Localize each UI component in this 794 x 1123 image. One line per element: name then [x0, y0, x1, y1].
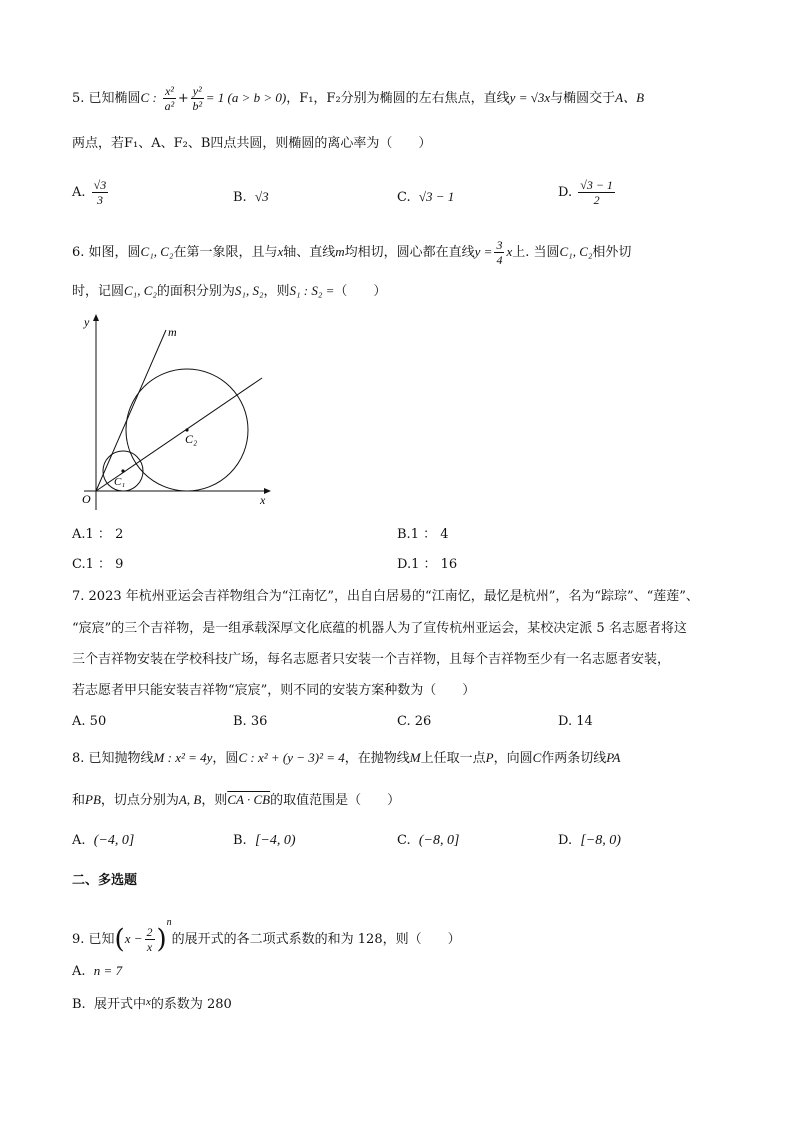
q5-plus: +: [177, 91, 189, 106]
q8-option-d-text: [−8, 0): [580, 833, 621, 848]
q8-option-a[interactable]: [72, 832, 134, 850]
q5-option-a-label: A.: [72, 185, 86, 200]
q6-l1cc: C₁, C₂: [559, 244, 593, 259]
q9-option-a-text: n = 7: [93, 963, 123, 978]
q6-option-d-label: D.: [397, 557, 412, 572]
q8-l1c: C : x² + (y − 3)² = 4: [238, 750, 345, 765]
q5-option-d-label: D.: [558, 185, 573, 200]
q9-expr-x: x −: [124, 931, 143, 946]
q8-option-a-text: (−4, 0]: [93, 833, 135, 848]
q7-option-b-text: 36: [250, 714, 268, 729]
q6-l2s: S₁, S₂: [234, 283, 264, 298]
q6-frac: [494, 238, 504, 267]
q6-frac-den: 4: [496, 253, 503, 267]
q7-option-d-text: 14: [576, 714, 593, 729]
q6-l1x: x: [277, 244, 284, 259]
q5-option-d[interactable]: [558, 178, 617, 207]
q8-l1d: ，在抛物线: [344, 751, 410, 766]
q7-option-b[interactable]: [233, 713, 267, 731]
q7-option-c-label: C.: [397, 714, 411, 729]
q9-option-b-label: B.: [72, 997, 86, 1012]
q8-l1b: ，圆: [212, 751, 239, 766]
q6-option-c-text: 1 ： 9: [85, 557, 124, 572]
q5-option-c[interactable]: [397, 188, 454, 207]
q6-l2b: 的面积分别为: [156, 284, 235, 299]
q9-option-b-x: x: [145, 996, 151, 1008]
q6-l1c2: 轴、直线: [283, 245, 336, 260]
q5-option-d-den: 2: [593, 193, 600, 207]
q6-l1c: C₁, C₂: [140, 244, 174, 259]
q5-line1: [72, 84, 644, 113]
q8-option-b-label: B.: [233, 833, 247, 848]
q5-frac1-den: a²: [164, 99, 175, 113]
q6-option-d-text: 1 ： 16: [411, 557, 458, 572]
q7-line4: 若志愿者甲只能安装吉祥物“宸宸”，则不同的安装方案种数为（ ）: [72, 683, 476, 698]
q8-l1a: 8. 已知抛物线: [72, 751, 154, 766]
q6-figure: [72, 310, 282, 520]
y-axis-arrow: [93, 314, 99, 321]
q8-l2d: 的取值范围是（ ）: [270, 793, 401, 808]
q7-line3: 三个吉祥物安装在学校科技广场，每名志愿者只安装一个吉祥物，且每个吉祥物至少有一名志愿者安装，: [72, 652, 671, 667]
q8-line2: [72, 791, 400, 810]
q8-l1mm: M: [409, 750, 421, 765]
q7-option-a-label: A.: [72, 714, 86, 729]
q5-option-a-den: 3: [96, 193, 103, 207]
q9-option-a-label: A.: [72, 964, 86, 979]
q8-line1: [72, 749, 621, 768]
q8-l1f: ，向圆: [493, 751, 533, 766]
q6-option-d[interactable]: [397, 556, 457, 574]
q6-option-b-text: 1 ： 4: [410, 527, 449, 542]
q7-option-a[interactable]: [72, 713, 106, 731]
q9-tail: 的展开式的各二项式系数的和为 128，则（ ）: [171, 932, 461, 947]
center-c1: [121, 469, 124, 472]
q5-option-a-frac: [92, 178, 109, 207]
q6-l2c2: ，则: [263, 284, 290, 299]
q5-tail-pts: A、B: [615, 90, 645, 105]
q5-frac1: [163, 84, 176, 113]
q5-option-b[interactable]: [233, 188, 269, 207]
q7-option-d[interactable]: [558, 713, 593, 731]
q5-frac1-num: x²: [164, 84, 174, 98]
q8-l2ab: A, B: [178, 792, 202, 807]
q6-option-a-label: A.: [72, 527, 86, 542]
q8-l2vec: CA · CB: [227, 792, 271, 807]
q8-option-c[interactable]: [397, 832, 459, 850]
q5-eq-tail: = 1 (a > b > 0): [205, 90, 287, 105]
label-o: O: [82, 492, 91, 506]
q8-option-d-label: D.: [558, 833, 573, 848]
q6-l1b: 在第一象限，且与: [173, 245, 278, 260]
q9-frac: [145, 925, 155, 954]
q9-option-b-a: 展开式中: [93, 997, 146, 1012]
q6-l1xx: x: [506, 244, 513, 259]
q8-l1cc: C: [532, 750, 542, 765]
q8-l2b: ，切点分别为: [100, 793, 179, 808]
q5-option-a[interactable]: [72, 178, 110, 207]
label-y: y: [84, 315, 90, 329]
q6-l2a: 时，记圆: [72, 284, 125, 299]
q6-line1: [72, 238, 631, 267]
q7-option-c-text: 26: [414, 714, 432, 729]
q6-l1y: y =: [474, 244, 493, 259]
q6-option-a[interactable]: [72, 526, 123, 544]
label-c2: C₂: [185, 432, 198, 446]
q8-option-d[interactable]: [558, 832, 621, 850]
q6-l1d: 均相切，圆心都在直线: [344, 245, 475, 260]
q8-l1m: M : x² = 4y: [153, 750, 213, 765]
q6-option-c[interactable]: [72, 556, 123, 574]
q6-l2d: （ ）: [334, 284, 387, 299]
q5-option-c-text: √3 − 1: [418, 189, 455, 204]
q9-rparen: ): [156, 924, 167, 955]
q9-line1: [72, 908, 461, 955]
q8-l1e: 上任取一点: [420, 751, 486, 766]
q6-option-a-text: 1 ： 2: [85, 527, 124, 542]
q6-l1f: 相外切: [592, 245, 632, 260]
q7-option-c[interactable]: [397, 713, 431, 731]
q5-option-b-label: B.: [233, 190, 247, 205]
q8-l2a: 和: [72, 793, 86, 808]
q9-option-b-b: 的系数为 280: [150, 997, 232, 1012]
q9-exp: n: [166, 917, 172, 928]
q6-l1a: 6. 如图，圆: [72, 245, 141, 260]
q9-option-a[interactable]: [72, 962, 122, 981]
q5-line-expr: y = √3x: [509, 90, 551, 105]
q9-frac-den: x: [146, 940, 153, 954]
label-c1: C₁: [114, 476, 126, 488]
q6-option-b-label: B.: [397, 527, 411, 542]
q8-l1g: 作两条切线: [541, 751, 607, 766]
q9-option-b[interactable]: [72, 993, 232, 1014]
q8-option-c-text: (−8, 0]: [418, 833, 460, 848]
q6-option-c-label: C.: [72, 557, 86, 572]
q5-mid: ，F₁，F₂分别为椭圆的左右焦点，直线: [286, 91, 510, 106]
label-x: x: [260, 493, 266, 507]
q9-lparen: (: [114, 924, 125, 955]
q6-l1e: 上. 当圆: [512, 245, 560, 260]
section-multi-choice: 二、多选题: [72, 873, 138, 888]
q7-option-a-text: 50: [89, 714, 107, 729]
q5-frac2-num: y²: [192, 84, 202, 98]
q5-option-c-label: C.: [397, 190, 411, 205]
q5-line2: 两点，若F₁、A、F₂、B四点共圆，则椭圆的离心率为（ ）: [72, 136, 432, 151]
q5-option-b-text: √3: [254, 189, 269, 204]
q7-line1: 7. 2023 年杭州亚运会吉祥物组合为“江南忆”，出自白居易的“江南忆，最忆是杭州”，名为“踪琮”、“莲莲”、: [72, 589, 699, 604]
q8-l2c: ，则: [201, 793, 228, 808]
q7-option-d-label: D.: [558, 714, 573, 729]
q5-option-d-num: √3 − 1: [580, 178, 613, 192]
q9-frac-num: 2: [146, 925, 153, 939]
q6-frac-num: 3: [496, 238, 503, 252]
q5-frac2: [191, 84, 204, 113]
q8-option-c-label: C.: [397, 833, 411, 848]
q8-l1pa: PA: [606, 750, 621, 765]
q9-prefix: 9. 已知: [72, 932, 115, 947]
q5-option-a-num: √3: [93, 178, 107, 192]
q8-option-b-text: [−4, 0): [254, 833, 296, 848]
q5-prefix: 5. 已知椭圆: [72, 91, 141, 106]
q7-option-b-label: B.: [233, 714, 247, 729]
label-m: m: [168, 325, 177, 339]
q8-l1p: P: [485, 750, 494, 765]
q8-option-b[interactable]: [233, 832, 296, 850]
q5-frac2-den: b²: [192, 99, 203, 113]
q8-l2pb: PB: [85, 792, 101, 807]
q7-line2: “宸宸”的三个吉祥物，是一组承载深厚文化底蕴的机器人为了宣传杭州亚运会，某校决定派 5 名志愿者将这: [72, 621, 687, 636]
q5-option-d-frac: [578, 178, 615, 207]
q5-tail: 与椭圆交于: [550, 91, 616, 106]
q8-option-a-label: A.: [72, 833, 86, 848]
q6-l2c: C₁, C₂: [124, 283, 157, 298]
q6-line2: [72, 282, 386, 301]
q6-l1m: m: [335, 244, 345, 259]
q5-ellipse-lhs: C :: [140, 90, 157, 105]
q6-option-b[interactable]: [397, 526, 449, 544]
q6-l2ratio: S₁ : S₂ =: [289, 283, 335, 298]
